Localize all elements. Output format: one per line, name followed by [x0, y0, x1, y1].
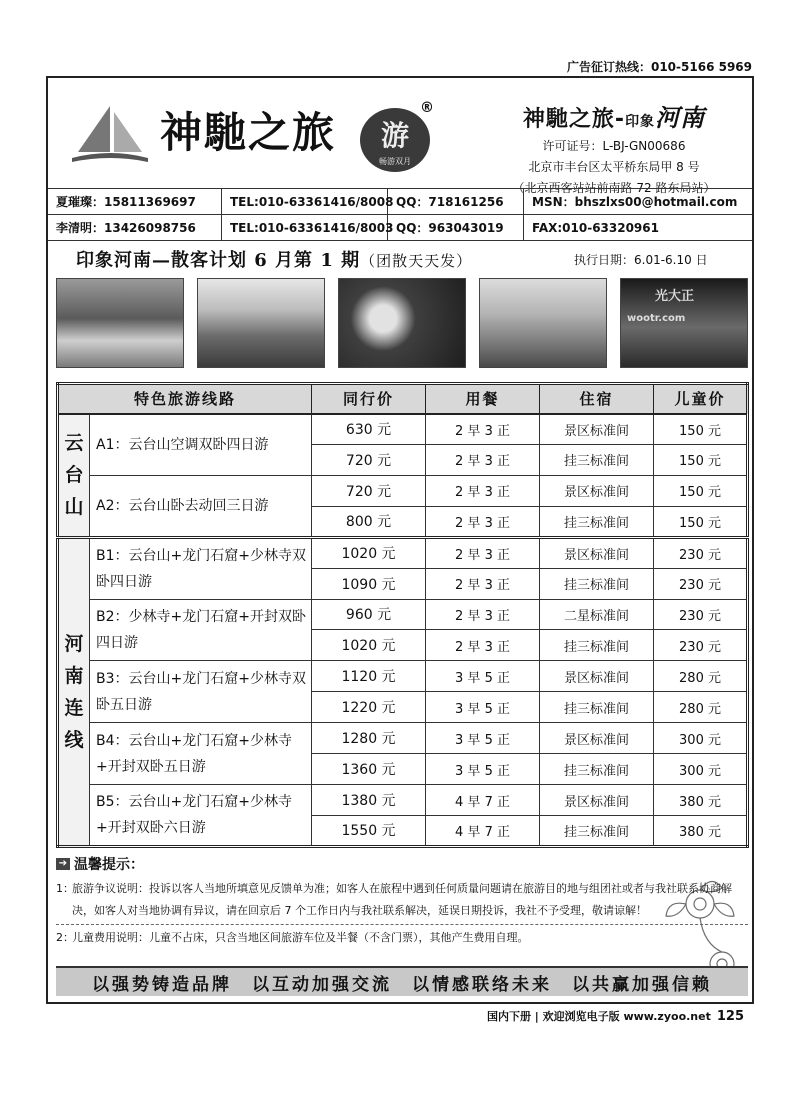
child-price-cell: 150 元	[654, 475, 748, 506]
tip-number: 2：	[56, 931, 74, 944]
plan-headline	[76, 246, 472, 272]
hotel-cell: 二星标准间	[540, 599, 654, 630]
tips-title-text: 温馨提示：	[74, 857, 144, 873]
plan-title: 印象河南—散客计划 6 月第 1 期	[76, 250, 361, 271]
contact-tel: TEL:010-63361416/8003	[222, 215, 388, 240]
child-price-cell: 150 元	[654, 506, 748, 537]
price-cell: 1120 元	[312, 661, 426, 692]
agency-title-main: 神馳之旅-	[522, 107, 626, 132]
hotel-cell: 挂三标准间	[540, 444, 654, 475]
meal-cell: 2 早 3 正	[426, 444, 540, 475]
contact-row	[48, 189, 752, 215]
agency-title-sub: 印象	[625, 114, 656, 130]
sail-logo-icon	[70, 102, 150, 170]
contact-phone: 李清明：13426098756	[48, 215, 222, 240]
child-price-cell: 300 元	[654, 723, 748, 754]
meal-cell: 3 早 5 正	[426, 661, 540, 692]
contact-tel: TEL:010-63361416/8008	[222, 189, 388, 214]
col-header-meal: 用餐	[426, 384, 540, 414]
peony-photo	[338, 278, 466, 368]
arrow-icon: ➔	[56, 858, 70, 870]
page-frame	[46, 76, 754, 1004]
table-row	[58, 475, 748, 506]
price-cell: 630 元	[312, 414, 426, 445]
price-cell: 1220 元	[312, 692, 426, 723]
hotel-cell: 景区标准间	[540, 723, 654, 754]
agency-title-script: 河南	[655, 103, 706, 132]
col-header-price: 同行价	[312, 384, 426, 414]
meal-cell: 3 早 5 正	[426, 692, 540, 723]
address: 北京市丰台区太平桥东局甲 8 号	[528, 160, 700, 174]
license-number: 许可证号：L-BJ-GN00686	[542, 139, 686, 153]
price-cell: 720 元	[312, 444, 426, 475]
agency-title	[484, 98, 744, 133]
route-name: A1：云台山空调双卧四日游	[90, 414, 312, 476]
child-price-cell: 380 元	[654, 785, 748, 816]
child-price-cell: 280 元	[654, 692, 748, 723]
page-number: 125	[716, 1009, 744, 1024]
table-row	[58, 723, 748, 754]
col-header-route: 特色旅游线路	[58, 384, 312, 414]
contact-phone: 夏璀璨：15811369697	[48, 189, 222, 214]
tip-item	[56, 924, 748, 949]
child-price-cell: 280 元	[654, 661, 748, 692]
price-cell: 1550 元	[312, 815, 426, 846]
tip-text: 旅游争议说明：投诉以客人当地所填意见反馈单为准；如客人在旅程中遇到任何质量问题请在旅游目的地与组团社或者与我社联系协商解决，如客人对当地协调有异议，请在回京后 7 个工作日内与我社联系解决，延误日期投诉，我社不予受理，敬请谅解！	[72, 882, 732, 917]
meal-cell: 2 早 3 正	[426, 630, 540, 661]
price-cell: 720 元	[312, 475, 426, 506]
table-row	[58, 785, 748, 816]
exec-date: 执行日期：6.01-6.10 日	[574, 253, 708, 267]
meal-cell: 2 早 3 正	[426, 414, 540, 445]
slogan-bar: 以强势铸造品牌 以互动加强交流 以情感联络未来 以共赢加强信赖	[56, 966, 748, 996]
agency-info	[484, 98, 744, 196]
meal-cell: 2 早 3 正	[426, 537, 540, 568]
route-name: B3：云台山+龙门石窟+少林寺双卧五日游	[90, 661, 312, 723]
group-label-yuntaishan: 云 台 山	[58, 414, 90, 538]
price-cell: 800 元	[312, 506, 426, 537]
photo-plaque-text: 光大正	[655, 289, 695, 304]
route-name: B2：少林寺+龙门石窟+开封双卧四日游	[90, 599, 312, 661]
seal-sub: 畅游双月	[379, 156, 411, 166]
brand-name: 神馳之旅	[160, 108, 337, 157]
table-row	[58, 661, 748, 692]
waterfall-photo	[56, 278, 184, 368]
hotel-cell: 挂三标准间	[540, 692, 654, 723]
footer-text: 国内下册 | 欢迎浏览电子版 www.zyoo.net	[486, 1010, 711, 1023]
meal-cell: 3 早 5 正	[426, 723, 540, 754]
child-price-cell: 150 元	[654, 414, 748, 445]
route-name: B1：云台山+龙门石窟+少林寺双卧四日游	[90, 537, 312, 599]
seal-char: 游	[380, 118, 409, 152]
child-price-cell: 230 元	[654, 599, 748, 630]
temple-gate-photo	[197, 278, 325, 368]
page-footer	[487, 1008, 744, 1024]
price-cell: 1360 元	[312, 754, 426, 785]
contact-qq: QQ：963043019	[388, 215, 524, 240]
col-header-child: 儿童价	[654, 384, 748, 414]
hotel-cell: 挂三标准间	[540, 568, 654, 599]
photo-watermark: wootr.com	[627, 313, 686, 324]
meal-cell: 2 早 3 正	[426, 506, 540, 537]
table-header-row	[58, 384, 748, 414]
meal-cell: 4 早 7 正	[426, 815, 540, 846]
price-cell: 1020 元	[312, 537, 426, 568]
col-header-hotel: 住宿	[540, 384, 654, 414]
tips-section	[56, 854, 748, 949]
route-name: A2：云台山卧去动回三日游	[90, 475, 312, 537]
tip-text: 儿童费用说明：儿童不占床，只含当地区间旅游车位及半餐（不含门票），其他产生费用自理。	[72, 931, 529, 944]
meal-cell: 4 早 7 正	[426, 785, 540, 816]
tip-number: 1：	[56, 882, 74, 895]
plan-title-note: （团散天天发）	[360, 252, 473, 270]
pagoda-forest-photo	[479, 278, 607, 368]
contact-table	[48, 188, 752, 241]
child-price-cell: 230 元	[654, 630, 748, 661]
meal-cell: 2 早 3 正	[426, 475, 540, 506]
table-row	[58, 537, 748, 568]
tips-title	[56, 854, 748, 874]
table-row	[58, 414, 748, 445]
meal-cell: 3 早 5 正	[426, 754, 540, 785]
route-name: B4：云台山+龙门石窟+少林寺+开封双卧五日游	[90, 723, 312, 785]
child-price-cell: 230 元	[654, 568, 748, 599]
price-cell: 1280 元	[312, 723, 426, 754]
tip-item	[56, 878, 748, 922]
hotel-cell: 景区标准间	[540, 414, 654, 445]
hotel-cell: 挂三标准间	[540, 506, 654, 537]
child-price-cell: 150 元	[654, 444, 748, 475]
hotel-cell: 景区标准间	[540, 537, 654, 568]
hotel-cell: 挂三标准间	[540, 754, 654, 785]
table-row	[58, 599, 748, 630]
hotel-cell: 景区标准间	[540, 661, 654, 692]
child-price-cell: 230 元	[654, 537, 748, 568]
statue-photo	[620, 278, 748, 368]
contact-msn: MSN：bhszlxs00@hotmail.com	[532, 195, 738, 209]
hotel-cell: 挂三标准间	[540, 630, 654, 661]
price-table	[56, 382, 749, 848]
child-price-cell: 300 元	[654, 754, 748, 785]
price-cell: 1020 元	[312, 630, 426, 661]
photo-strip	[56, 278, 748, 368]
brand-seal	[360, 108, 430, 172]
hotel-cell: 挂三标准间	[540, 815, 654, 846]
registered-mark: ®	[420, 100, 434, 116]
child-price-cell: 380 元	[654, 815, 748, 846]
meal-cell: 2 早 3 正	[426, 599, 540, 630]
meal-cell: 2 早 3 正	[426, 568, 540, 599]
price-cell: 1380 元	[312, 785, 426, 816]
price-cell: 1090 元	[312, 568, 426, 599]
price-cell: 960 元	[312, 599, 426, 630]
contact-row	[48, 215, 752, 241]
contact-qq: QQ：718161256	[388, 189, 524, 214]
hotel-cell: 景区标准间	[540, 785, 654, 816]
hotel-cell: 景区标准间	[540, 475, 654, 506]
contact-fax: FAX:010-63320961	[532, 220, 659, 235]
ad-hotline: 广告征订热线：010-5166 5969	[566, 60, 752, 74]
route-name: B5：云台山+龙门石窟+少林寺+开封双卧六日游	[90, 785, 312, 847]
address-note: （北京西客站站前南路 72 路东局站）	[512, 181, 716, 195]
group-label-henan: 河 南 连 线	[58, 537, 90, 846]
